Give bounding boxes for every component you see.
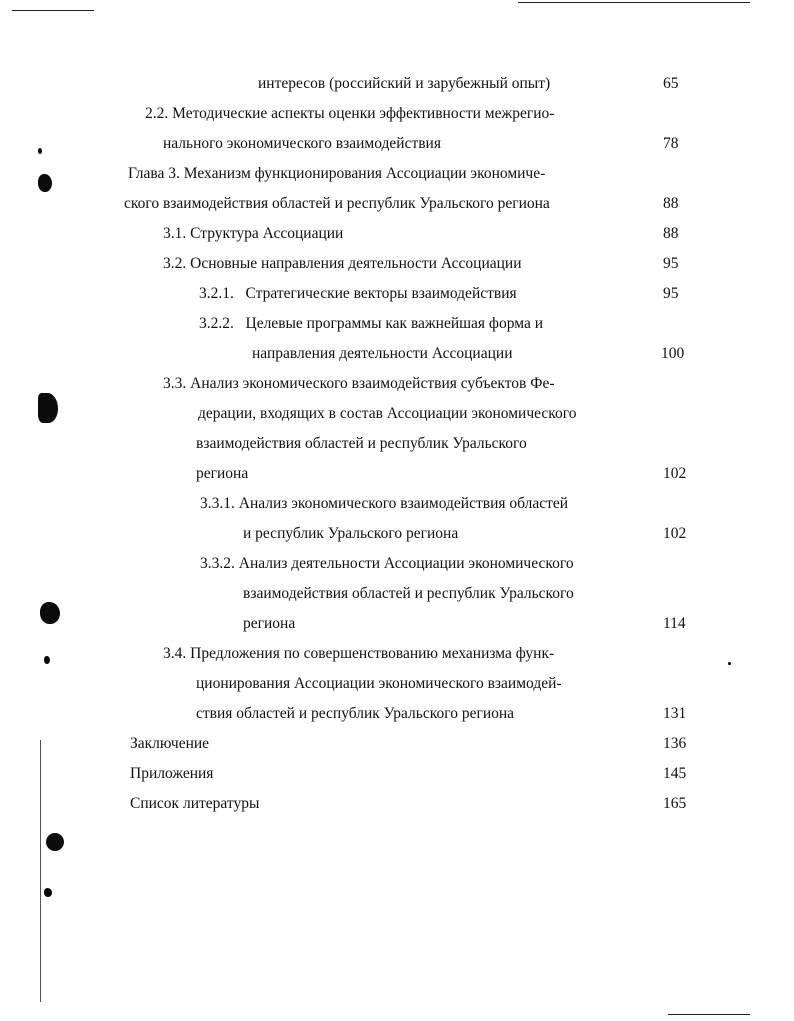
toc-line-text: региона [196, 465, 249, 482]
toc-line [0, 339, 794, 369]
toc-line [0, 729, 794, 759]
toc-line-text: нального экономического взаимодействия [163, 135, 441, 152]
scan-edge-line-top-left [12, 10, 94, 11]
scan-edge-line-bottom-right [668, 1014, 750, 1015]
toc-line [0, 519, 794, 549]
toc-line-text: 3.1. Структура Ассоциации [163, 225, 344, 242]
toc-line [0, 159, 794, 189]
toc-page-number: 131 [663, 705, 687, 722]
toc-line [0, 249, 794, 279]
toc-line [0, 69, 794, 99]
toc-line-text: ского взаимодействия областей и республик Уральского региона [124, 195, 550, 212]
toc-page-number: 95 [663, 285, 679, 302]
toc-page-number: 95 [663, 255, 679, 272]
toc-line-text: 3.2.1. Стратегические векторы взаимодействия [199, 285, 517, 302]
toc-line [0, 99, 794, 129]
toc-line [0, 489, 794, 519]
toc-line-text: Заключение [130, 735, 210, 752]
toc-line [0, 639, 794, 669]
toc-line-text: интересов (российский и зарубежный опыт) [258, 75, 551, 92]
toc-line [0, 279, 794, 309]
speck-mark [44, 888, 52, 897]
toc-line-text: 3.3. Анализ экономического взаимодействия субъектов Фе- [163, 375, 555, 392]
toc-line [0, 459, 794, 489]
toc-page-number: 100 [661, 345, 685, 362]
toc-page-number: 145 [663, 765, 687, 782]
toc-line [0, 789, 794, 819]
toc-line [0, 669, 794, 699]
toc-line-text: региона [243, 615, 296, 632]
toc-page-number: 102 [663, 525, 687, 542]
toc-page-number: 88 [663, 225, 679, 242]
toc-line [0, 759, 794, 789]
toc-line-text: Приложения [130, 765, 214, 782]
toc-line [0, 369, 794, 399]
toc-line-text: ционирования Ассоциации экономического взаимодей- [196, 675, 562, 692]
toc-line-text: 3.2.2. Целевые программы как важнейшая форма и [199, 315, 543, 332]
toc-page-number: 102 [663, 465, 687, 482]
toc-page-number: 165 [663, 795, 687, 812]
toc-line-text: Глава 3. Механизм функционирования Ассоциации экономиче- [128, 165, 546, 182]
toc-line-text: направления деятельности Ассоциации [252, 345, 513, 362]
toc-line-text: взаимодействия областей и республик Уральского [243, 585, 574, 602]
toc-line-text: и республик Уральского региона [243, 525, 459, 542]
toc-line-text: 3.4. Предложения по совершенствованию механизма функ- [163, 645, 555, 662]
punch-hole-mark [46, 833, 64, 851]
toc-page-number: 78 [663, 135, 679, 152]
toc-line [0, 189, 794, 219]
toc-line-text: взаимодействия областей и республик Уральского [196, 435, 527, 452]
toc-line-text: 3.3.2. Анализ деятельности Ассоциации экономического [200, 555, 574, 572]
scan-edge-line-top-right [518, 2, 750, 3]
toc-line [0, 309, 794, 339]
toc-line [0, 579, 794, 609]
toc-page-number: 136 [663, 735, 687, 752]
toc-line-text: ствия областей и республик Уральского региона [196, 705, 515, 722]
toc-line-text: Список литературы [130, 795, 260, 812]
toc-line-text: 2.2. Методические аспекты оценки эффективности межрегио- [145, 105, 555, 122]
toc-page-number: 114 [663, 615, 686, 632]
toc-line [0, 399, 794, 429]
toc-line-text: 3.2. Основные направления деятельности Ассоциации [163, 255, 522, 272]
toc-line [0, 429, 794, 459]
toc-line-text: дерации, входящих в состав Ассоциации экономического [198, 405, 577, 422]
toc-page-number: 88 [663, 195, 679, 212]
toc-line-text: 3.3.1. Анализ экономического взаимодействия областей [200, 495, 569, 512]
toc-line [0, 609, 794, 639]
toc-line [0, 699, 794, 729]
toc-line [0, 129, 794, 159]
toc-line [0, 219, 794, 249]
toc-line [0, 549, 794, 579]
toc-page-number: 65 [663, 75, 679, 92]
